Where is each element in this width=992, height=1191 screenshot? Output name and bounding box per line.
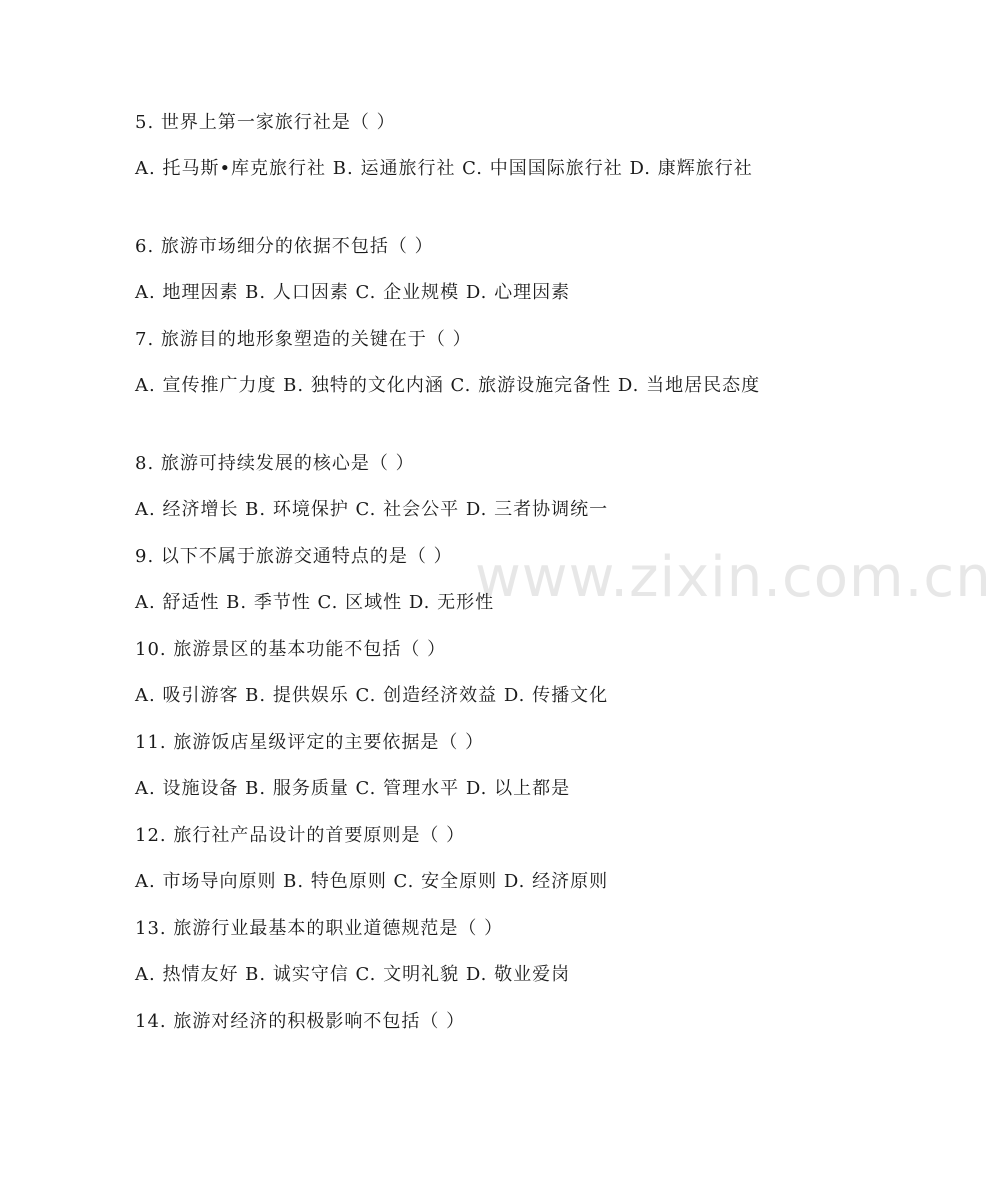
question-5: 5. 世界上第一家旅行社是（ ） [135, 112, 396, 133]
options-5: A. 托马斯•库克旅行社 B. 运通旅行社 C. 中国国际旅行社 D. 康辉旅行社 [135, 158, 753, 179]
options-6: A. 地理因素 B. 人口因素 C. 企业规模 D. 心理因素 [135, 282, 571, 303]
question-10: 10. 旅游景区的基本功能不包括（ ） [135, 639, 447, 660]
question-14: 14. 旅游对经济的积极影响不包括（ ） [135, 1011, 466, 1032]
question-13: 13. 旅游行业最基本的职业道德规范是（ ） [135, 918, 504, 939]
question-9: 9. 以下不属于旅游交通特点的是（ ） [135, 546, 453, 567]
options-11: A. 设施设备 B. 服务质量 C. 管理水平 D. 以上都是 [135, 778, 571, 799]
question-7: 7. 旅游目的地形象塑造的关键在于（ ） [135, 329, 472, 350]
question-8: 8. 旅游可持续发展的核心是（ ） [135, 453, 415, 474]
options-8: A. 经济增长 B. 环境保护 C. 社会公平 D. 三者协调统一 [135, 499, 609, 520]
options-9: A. 舒适性 B. 季节性 C. 区域性 D. 无形性 [135, 592, 495, 613]
options-12: A. 市场导向原则 B. 特色原则 C. 安全原则 D. 经济原则 [135, 871, 609, 892]
question-11: 11. 旅游饭店星级评定的主要依据是（ ） [135, 732, 485, 753]
watermark: www.zixin.com.cn [475, 545, 992, 610]
options-13: A. 热情友好 B. 诚实守信 C. 文明礼貌 D. 敬业爱岗 [135, 964, 571, 985]
question-6: 6. 旅游市场细分的依据不包括（ ） [135, 236, 434, 257]
options-10: A. 吸引游客 B. 提供娱乐 C. 创造经济效益 D. 传播文化 [135, 685, 609, 706]
question-12: 12. 旅行社产品设计的首要原则是（ ） [135, 825, 466, 846]
options-7: A. 宣传推广力度 B. 独特的文化内涵 C. 旅游设施完备性 D. 当地居民态度 [135, 375, 761, 396]
